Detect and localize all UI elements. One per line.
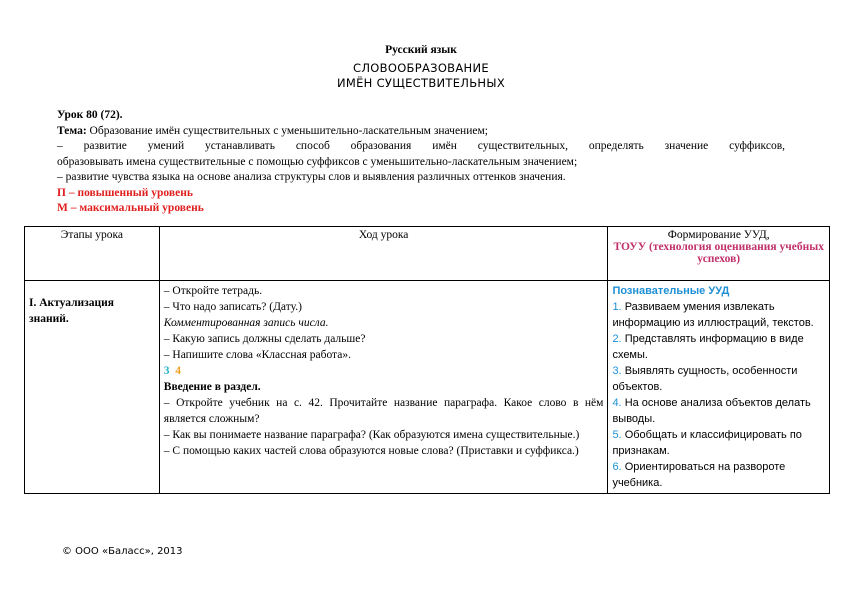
level-m: М – максимальный уровень (57, 202, 204, 214)
section-title-line1: СЛОВООБРАЗОВАНИЕ (353, 61, 489, 75)
course-line: – Что надо записать? (Дату.) (163, 301, 302, 313)
header-uud-line1: Формирование УУД, (667, 229, 770, 241)
goal2: – развитие чувства языка на основе анализа структуры слов и выявления различных оттенков значения. (57, 171, 566, 183)
table-row (25, 281, 830, 494)
uud-num: 4. (612, 397, 622, 409)
markers (164, 363, 604, 379)
marker-4: 4 (175, 365, 182, 377)
topic-text: Образование имён существительных с уменьшительно-ласкательным значением; (89, 124, 488, 137)
lesson-intro (57, 108, 785, 217)
marker-3: 3 (163, 365, 170, 377)
copyright-footer: © ООО «Баласс», 2013 (62, 546, 183, 557)
uud-num: 6. (612, 461, 622, 473)
level-p: П – повышенный уровень (57, 186, 193, 199)
uud-item (612, 363, 825, 395)
uud-text: Развиваем умения извлекать информацию из иллюстраций, текстов. (612, 301, 814, 329)
section-title-line2: ИМЁН СУЩЕСТВИТЕЛЬНЫХ (336, 76, 506, 90)
header-uud (608, 227, 830, 281)
header-stages: Этапы урока (25, 227, 160, 281)
uud-text: Представлять информацию в виде схемы. (612, 333, 804, 361)
course-cell (159, 281, 608, 494)
uud-heading: Познавательные УУД (612, 285, 730, 297)
question-item: – Откройте учебник на с. 42. Прочитайте название параграфа. Какое слово в нём является сложным? (163, 397, 604, 425)
uud-item (612, 427, 825, 459)
subject-title: Русский язык (385, 44, 457, 56)
question-item: – С помощью каких частей слова образуются новые слова? (Приставки и суффикса.) (163, 445, 579, 457)
uud-num: 2. (612, 333, 622, 345)
header-course: Ход урока (159, 227, 608, 281)
course-line: – Какую запись должны сделать дальше? (163, 333, 366, 345)
course-line: – Откройте тетрадь. (163, 285, 263, 297)
uud-item (612, 459, 825, 491)
uud-text: Ориентироваться на развороте учебника. (612, 461, 786, 489)
uud-num: 1. (612, 301, 622, 313)
uud-item (612, 299, 825, 331)
uud-text: Выявлять сущность, особенности объектов. (612, 365, 798, 393)
lesson-table (24, 226, 830, 494)
course-line: – Напишите слова «Классная работа». (163, 349, 351, 361)
lesson-number: Урок 80 (72). (57, 109, 123, 121)
uud-num: 5. (612, 429, 622, 441)
stage-cell: I. Актуализация знаний. (25, 281, 160, 494)
uud-text: На основе анализа объектов делать выводы. (612, 397, 811, 425)
goal1-line2: образовывать имена существительные с помощью суффиксов с уменьшительно-ласкательным значением; (57, 155, 578, 168)
question-item: – Как вы понимаете название параграфа? (Как образуются имена существительные.) (163, 429, 580, 441)
uud-item (612, 395, 825, 427)
uud-item (612, 331, 825, 363)
header-toou: ТОУУ (технология оценивания учебных успехов) (613, 241, 824, 265)
uud-text: Обобщать и классифицировать по признакам. (612, 429, 802, 457)
table-header-row (25, 227, 830, 281)
topic-label: Тема: (57, 124, 87, 137)
uud-num: 3. (612, 365, 622, 377)
goal1-line1: – развитие умений устанавливать способ образования имён существительных, определять значение суффиксов, (57, 140, 785, 152)
section-intro: Введение в раздел. (163, 381, 261, 393)
uud-cell (608, 281, 830, 494)
course-italic-line: Комментированная запись числа. (163, 317, 329, 329)
